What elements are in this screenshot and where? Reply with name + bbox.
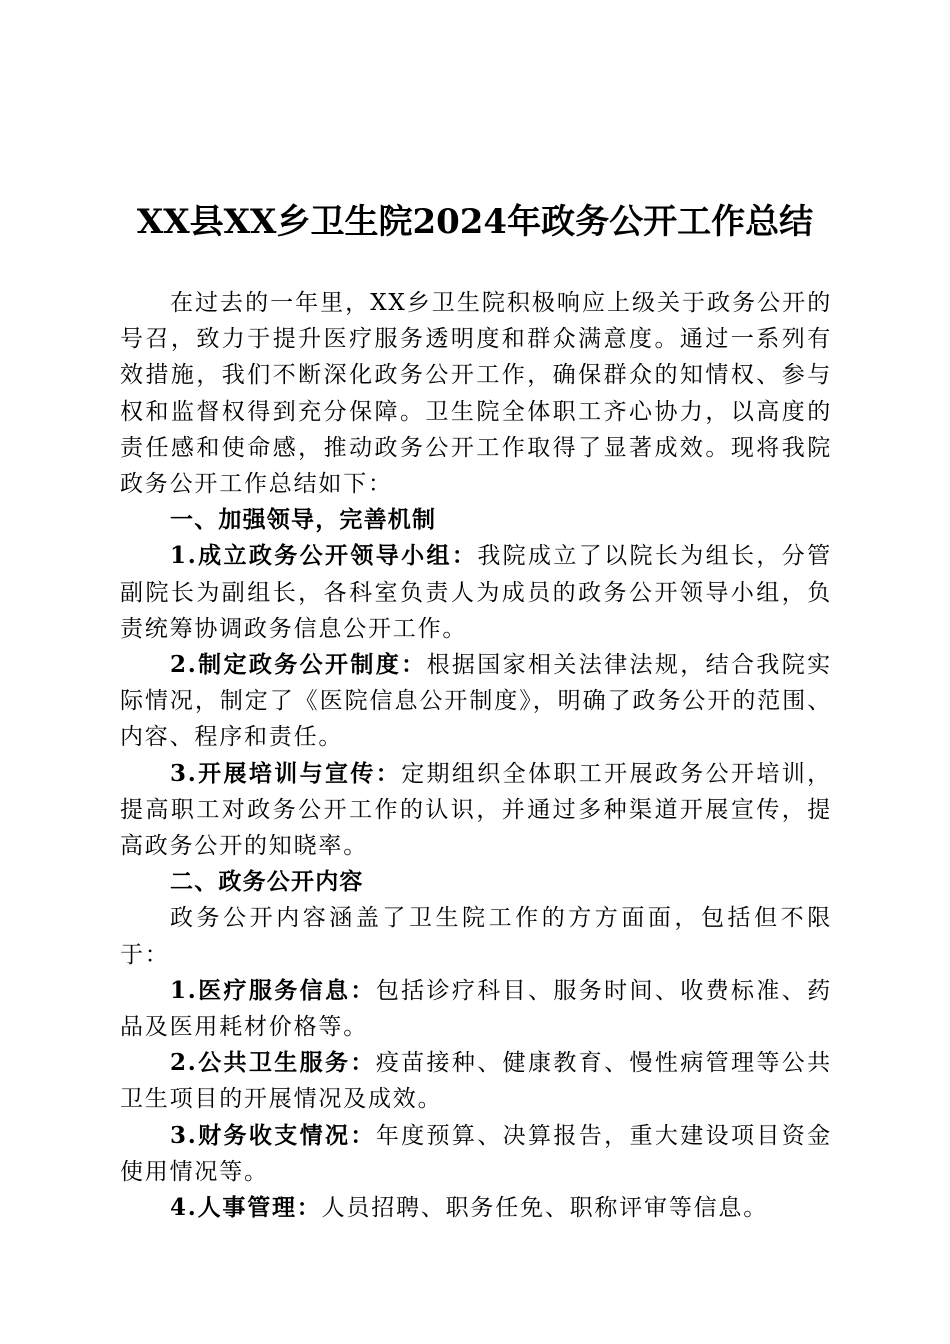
intro-paragraph: 在过去的一年里，XX乡卫生院积极响应上级关于政务公开的号召，致力于提升医疗服务透明度和群众满意度。通过一系列有效措施，我们不断深化政务公开工作，确保群众的知情权、参与权和监督权得到充分保障。卫生院全体职工齐心协力，以高度的责任感和使命感，推动政务公开工作取得了显著成效。现将我院政务公开工作总结如下： xyxy=(120,290,832,498)
item-text: 定期组织全体职工开展政务公开培训，提高职工对政务公开工作的认识，并通过多种渠道开展宣传，提高政务公开的知晓率。 xyxy=(120,760,832,860)
section-heading: 一、加强领导，完善机制 xyxy=(170,506,437,534)
item-label: 2.公共卫生服务： xyxy=(170,1049,376,1077)
list-item xyxy=(120,538,832,647)
item-text: 根据国家相关法律法规，结合我院实际情况，制定了《医院信息公开制度》，明确了政务公开的范围、内容、程序和责任。 xyxy=(120,652,832,751)
section-heading: 二、政务公开内容 xyxy=(170,868,364,896)
item-label: 3.财务收支情况： xyxy=(170,1121,376,1149)
document-body xyxy=(120,285,832,1226)
item-text: 年度预算、决算报告，重大建设项目资金使用情况等。 xyxy=(120,1122,832,1185)
list-item xyxy=(120,647,832,756)
list-item xyxy=(120,1118,832,1190)
list-item xyxy=(120,756,832,865)
document-title: XX县XX乡卫生院2024年政务公开工作总结 xyxy=(136,202,814,242)
section-lead-paragraph: 政务公开内容涵盖了卫生院工作的方方面面，包括但不限于： xyxy=(120,905,832,968)
list-item xyxy=(120,1190,832,1226)
list-item xyxy=(120,973,832,1045)
item-text: 人员招聘、职务任免、职称评审等信息。 xyxy=(321,1195,769,1222)
item-label: 1.成立政务公开领导小组： xyxy=(170,542,478,570)
item-label: 2.制定政务公开制度： xyxy=(170,651,427,679)
item-text: 我院成立了以院长为组长，分管副院长为副组长，各科室负责人为成员的政务公开领导小组，负责统筹协调政务信息公开工作。 xyxy=(120,543,832,642)
item-text: 包括诊疗科目、服务时间、收费标准、药品及医用耗材价格等。 xyxy=(120,977,832,1041)
item-label: 1.医疗服务信息： xyxy=(170,976,376,1004)
item-label: 4.人事管理： xyxy=(170,1194,322,1222)
list-item xyxy=(120,1045,832,1117)
item-text: 疫苗接种、健康教育、慢性病管理等公共卫生项目的开展情况及成效。 xyxy=(120,1050,832,1113)
item-label: 3.开展培训与宣传： xyxy=(170,759,402,787)
